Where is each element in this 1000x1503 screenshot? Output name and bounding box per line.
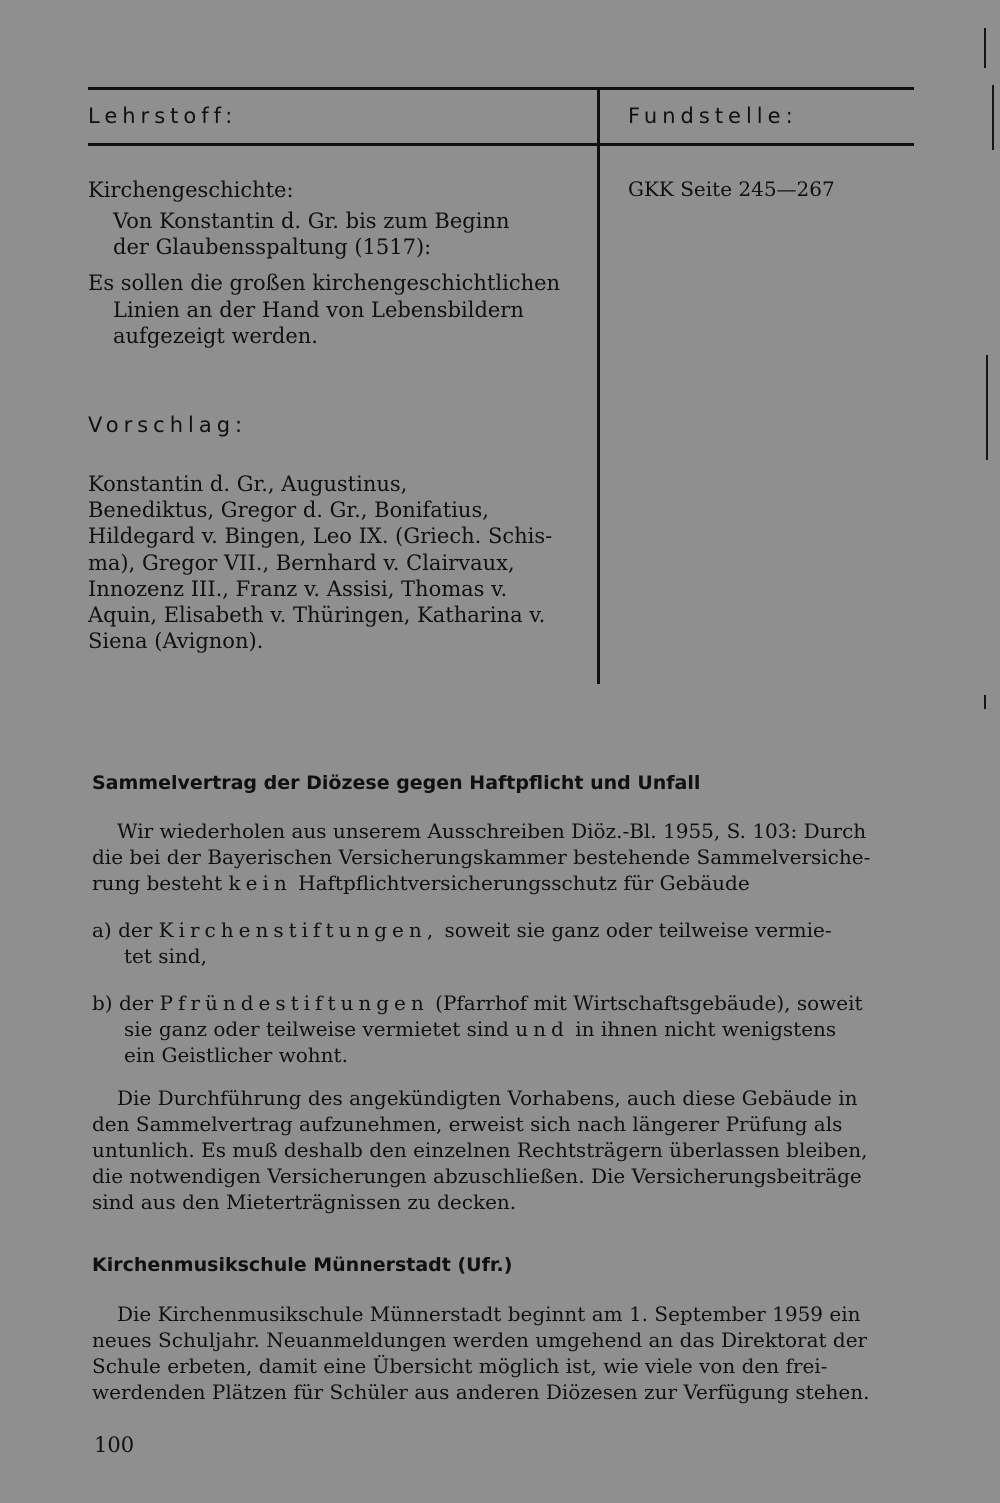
proposal-line-2: Benediktus, Gregor d. Gr., Bonifatius, bbox=[88, 498, 489, 522]
closing-line-1: Die Durchführung des angekündigten Vorhabens, auch diese Gebäude in bbox=[117, 1086, 858, 1110]
column-header-fundstelle: Fundstelle: bbox=[628, 104, 798, 128]
item-b-line-3: ein Geistlicher wohnt. bbox=[124, 1043, 348, 1067]
item-a-label: a) bbox=[92, 918, 112, 942]
closing-line-2: den Sammelvertrag aufzunehmen, erweist sich nach längerer Prüfung als bbox=[92, 1112, 843, 1136]
item-b-label: b) bbox=[92, 991, 113, 1015]
emphasis-und: und bbox=[515, 1017, 569, 1041]
range-line-2: der Glaubensspaltung (1517): bbox=[113, 235, 432, 259]
aim-line-3: aufgezeigt werden. bbox=[113, 324, 318, 348]
insurance-intro-line-3 bbox=[92, 870, 750, 896]
proposal-line-5: Innozenz III., Franz v. Assisi, Thomas v. bbox=[88, 577, 508, 601]
column-header-lehrstoff: Lehrstoff: bbox=[88, 104, 238, 128]
aim-line-2: Linien an der Hand von Lebensbildern bbox=[113, 298, 524, 322]
item-a-pre: der bbox=[118, 918, 153, 942]
section-heading-music-school: Kirchenmusikschule Münnerstadt (Ufr.) bbox=[92, 1254, 513, 1276]
insurance-intro-line-2: die bei der Bayerischen Versicherungskammer bestehende Sammelversiche- bbox=[92, 845, 871, 869]
closing-line-3: untunlich. Es muß deshalb den einzelnen Rechtsträgern überlassen bleiben, bbox=[92, 1138, 868, 1162]
scan-edge-mark bbox=[986, 355, 988, 460]
closing-line-4: die notwendigen Versicherungen abzuschließen. Die Versicherungsbeiträge bbox=[92, 1164, 862, 1188]
emphasis-pfruendestiftungen: Pfründestiftungen bbox=[159, 991, 429, 1015]
proposal-heading: Vorschlag: bbox=[88, 413, 248, 437]
item-a-line-2: tet sind, bbox=[124, 944, 207, 968]
proposal-line-3: Hildegard v. Bingen, Leo IX. (Griech. Schis- bbox=[88, 524, 553, 548]
emphasis-kein: kein bbox=[228, 871, 292, 895]
music-school-line-4: werdenden Plätzen für Schüler aus anderen Diözesen zur Verfügung stehen. bbox=[92, 1380, 870, 1404]
range-line-1: Von Konstantin d. Gr. bis zum Beginn bbox=[113, 209, 510, 233]
intro-line-3-post: Haftpflichtversicherungsschutz für Gebäude bbox=[298, 871, 750, 895]
scan-edge-mark bbox=[984, 28, 986, 68]
item-a-post: soweit sie ganz oder teilweise vermie- bbox=[444, 918, 832, 942]
insurance-intro-line-1: Wir wiederholen aus unserem Ausschreiben Diöz.-Bl. 1955, S. 103: Durch bbox=[117, 819, 867, 843]
item-b-line-2-post: in ihnen nicht wenigstens bbox=[575, 1017, 837, 1041]
proposal-line-7: Siena (Avignon). bbox=[88, 629, 264, 653]
proposal-line-6: Aquin, Elisabeth v. Thüringen, Katharina v. bbox=[88, 603, 546, 627]
music-school-line-1: Die Kirchenmusikschule Münnerstadt beginnt am 1. September 1959 ein bbox=[117, 1302, 861, 1326]
table-column-divider bbox=[597, 88, 600, 684]
section-heading-insurance: Sammelvertrag der Diözese gegen Haftpflicht und Unfall bbox=[92, 772, 701, 794]
item-b-line-2 bbox=[124, 1016, 836, 1042]
emphasis-kirchenstiftungen: Kirchenstiftungen, bbox=[158, 918, 439, 942]
scan-edge-mark bbox=[992, 85, 994, 150]
item-a-line-1 bbox=[92, 917, 832, 943]
aim-line-1: Es sollen die großen kirchengeschichtlichen bbox=[88, 271, 561, 295]
scan-edge-mark bbox=[984, 695, 986, 709]
reference-text: GKK Seite 245—267 bbox=[628, 177, 835, 201]
item-b-line-1 bbox=[92, 990, 863, 1016]
table-top-rule bbox=[88, 87, 914, 90]
proposal-line-1: Konstantin d. Gr., Augustinus, bbox=[88, 472, 408, 496]
intro-line-3-pre: rung besteht bbox=[92, 871, 223, 895]
music-school-line-2: neues Schuljahr. Neuanmeldungen werden umgehend an das Direktorat der bbox=[92, 1328, 868, 1352]
item-b-line-2-pre: sie ganz oder teilweise vermietet sind bbox=[124, 1017, 509, 1041]
item-b-pre: der bbox=[118, 991, 154, 1015]
closing-line-5: sind aus den Mieterträgnissen zu decken. bbox=[92, 1190, 517, 1214]
item-b-post: (Pfarrhof mit Wirtschaftsgebäude), soweit bbox=[435, 991, 863, 1015]
table-header-rule bbox=[88, 143, 914, 146]
music-school-line-3: Schule erbeten, damit eine Übersicht möglich ist, wie viele von den frei- bbox=[92, 1354, 828, 1378]
subject-heading: Kirchengeschichte: bbox=[88, 178, 294, 202]
proposal-line-4: ma), Gregor VII., Bernhard v. Clairvaux, bbox=[88, 551, 515, 575]
page-number: 100 bbox=[94, 1433, 135, 1457]
